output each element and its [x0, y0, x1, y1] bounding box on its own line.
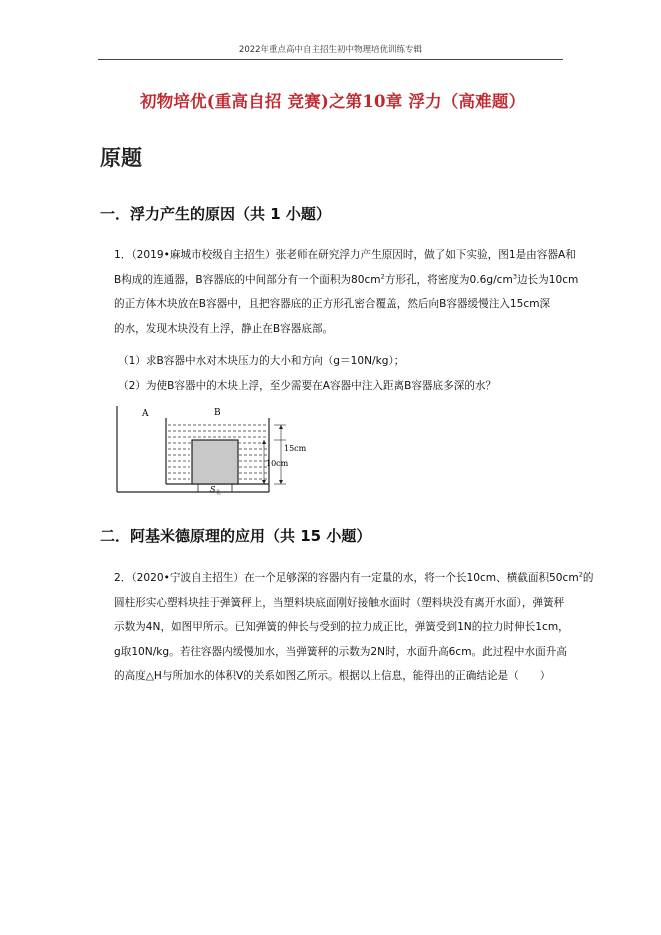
section-main-heading: 原题: [100, 146, 142, 170]
q1-line2: B构成的连通器，B容器底的中间部分有一个面积为$80cm^2$方形孔，将密度为$0.6g/cm^3$边长为10cm: [114, 272, 579, 286]
q2-line2: 圆柱形实心塑料块挂于弹簧秤上，当塑料块底面刚好接触水面时（塑料块没有离开水面），弹簧秤: [114, 596, 565, 609]
q2-line4: g取10N/kg。若往容器内缓慢加水，当弹簧秤的示数为2N时，水面升高6cm。此过程中水面升高: [114, 645, 567, 658]
section1-heading: 一．浮力产生的原因（共 1 小题）: [100, 205, 331, 223]
q1-line4: 的水，发现木块没有上浮，静止在B容器底部。: [114, 322, 334, 335]
label-10cm: 10cm: [266, 459, 289, 468]
connected-vessel-figure: [114, 404, 314, 496]
label-s: S: [210, 485, 216, 494]
q1-sub1: （1）求B容器中水对木块压力的大小和方向（g＝10N/kg）；: [118, 355, 405, 367]
page-header: 2022年重点高中自主招生初中物理培优训练专辑: [238, 45, 423, 55]
section2-heading: 二．阿基米德原理的应用（共 15 小题）: [100, 527, 372, 545]
label-b: B: [214, 408, 221, 418]
document-title: 初物培优(重高自招 竞赛)之第10章 浮力（高难题）: [140, 92, 526, 111]
q2-line1: 2．（2020•宁波自主招生）在一个足够深的容器内有一定量的水，将一个长10cm、横截面积$50cm^2$的: [114, 570, 594, 584]
label-15cm: 15cm: [284, 444, 307, 453]
header-rule: [98, 59, 563, 60]
q1-line3: 的正方体木块放在B容器中，且把容器底的正方形孔密合覆盖，然后向B容器缓慢注入15cm深: [114, 298, 551, 311]
q1-line1: 1．（2019•麻城市校级自主招生）张老师在研究浮力产生原因时，做了如下实验，图1是由容器A和: [114, 249, 576, 261]
wooden-block: [192, 440, 238, 484]
question-2: [114, 566, 594, 689]
q2-line5: 的高度△H与所加水的体积V的关系如图乙所示。根据以上信息，能得出的正确结论是（ ）: [114, 670, 551, 683]
question-1: [114, 243, 579, 341]
q2-line3: 示数为4N，如图甲所示。已知弹簧的伸长与受到的拉力成正比，弹簧受到1N的拉力时伸长1cm，: [114, 621, 569, 634]
label-s-sub: 孔: [216, 490, 222, 496]
label-a: A: [142, 409, 149, 419]
q1-sub2: （2）为使B容器中的木块上浮，至少需要在A容器中注入距离B容器底多深的水？: [118, 380, 497, 392]
